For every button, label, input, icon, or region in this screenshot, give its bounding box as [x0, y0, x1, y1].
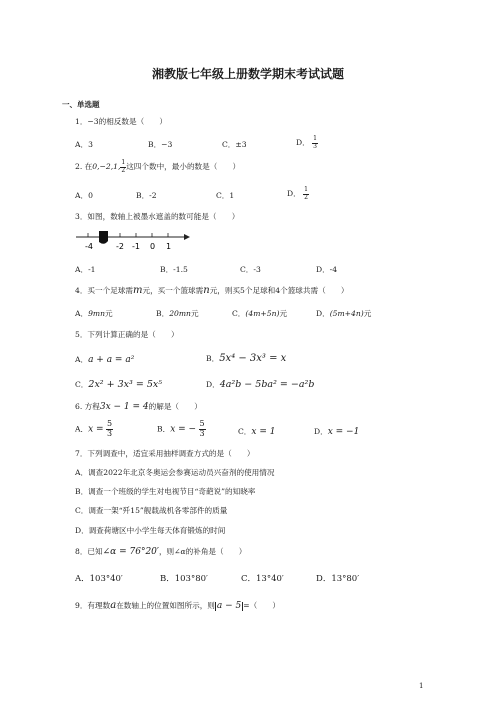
question-5-stem: 5．下列计算正确的是（ ）	[75, 330, 179, 339]
q4-a-math: 9mn	[88, 309, 106, 318]
question-4-stem	[75, 286, 348, 296]
q6-a-prefix: A．	[75, 424, 89, 434]
q6-option-a	[75, 420, 113, 439]
q4-b-suffix: 元	[190, 309, 199, 318]
q2-d-den: 2	[304, 193, 308, 201]
q4-stem-a: 4．买一个足球需	[75, 286, 133, 295]
q6-b-var: x = −	[170, 424, 197, 435]
q5-c-prefix: C．	[75, 380, 89, 389]
q8-stem-c: 的补角是（ ）	[185, 547, 247, 556]
q4-stem-b: 元，买一个篮球需	[142, 286, 204, 295]
q4-c-prefix: C．	[232, 309, 246, 318]
q4-d-prefix: D．	[316, 309, 330, 318]
q5-option-a	[75, 356, 134, 365]
ink-blot	[99, 231, 108, 244]
q9-abs-expr: a − 5	[216, 601, 242, 611]
q8-option-b: B．103°80′	[160, 574, 208, 584]
q4-option-b	[156, 310, 199, 318]
axis-label-3: 0	[150, 242, 156, 251]
q5-b-prefix: B．	[206, 354, 220, 363]
q2-stem-num: 1	[121, 159, 126, 166]
question-7-stem: 7．下列调查中，适宜采用抽样调查方式的是（ ）	[75, 449, 255, 458]
q6-b-prefix: B．	[157, 424, 171, 434]
q5-b-math: 5x⁴ − 3x³ = x	[219, 353, 287, 364]
q2-d-fraction	[303, 187, 309, 201]
q6-option-b	[157, 420, 206, 439]
q4-stem-c: 元，则买5个足球和4个篮球共需（ ）	[209, 286, 349, 295]
q3-option-b: B．-1.5	[160, 265, 188, 274]
q6-a-var: x =	[88, 424, 104, 435]
q2-option-b: B．-2	[136, 191, 157, 200]
q1-d-fraction	[312, 136, 318, 150]
q4-var-m: m	[133, 285, 143, 296]
q6-c-math: x = 1	[251, 427, 276, 437]
q5-option-b	[206, 354, 286, 364]
q5-d-prefix: D．	[206, 380, 220, 389]
q2-option-d	[287, 187, 309, 201]
q6-option-d	[314, 428, 359, 437]
q6-stem-a: 6. 方程	[75, 402, 100, 411]
q6-stem-math: 3x − 1 = 4	[99, 402, 149, 412]
q5-d-math: 4a²b − 5ba² = −a²b	[219, 379, 315, 390]
q6-a-den: 3	[106, 428, 113, 438]
q4-c-math: (4m+5n)	[245, 309, 280, 318]
q8-stem-math: ∠α = 76°20′	[102, 547, 159, 557]
question-6-stem	[75, 403, 202, 412]
number-line-figure	[74, 228, 194, 252]
q2-stem-a: 2. 在	[75, 162, 93, 172]
q1-option-c: C．±3	[222, 140, 247, 149]
q7-option-d: D．调查荷塘区中小学生每天体育锻炼的时间	[75, 526, 226, 535]
q4-option-a	[75, 310, 113, 318]
q4-d-suffix: 元	[363, 309, 372, 318]
q9-var-a: a	[110, 600, 117, 611]
q6-b-den: 3	[199, 428, 205, 438]
q2-stem-den: 2	[121, 166, 126, 174]
q7-option-c: C．调查一架“歼15”舰载战机各零部件的质量	[75, 506, 228, 515]
q9-stem-c: =（ ）	[243, 601, 281, 610]
q1-d-num: 1	[313, 135, 317, 142]
q6-option-c	[238, 428, 275, 437]
q1-d-prefix: D．	[296, 138, 310, 148]
q8-option-a: A．103°40′	[75, 574, 123, 584]
q4-option-c	[232, 310, 287, 318]
q4-var-n: n	[203, 285, 210, 296]
q8-option-d: D．13°80′	[316, 574, 360, 584]
q3-option-c: C．-3	[240, 265, 261, 274]
q3-option-d: D．-4	[316, 265, 338, 274]
axis-label-2: -1	[132, 242, 140, 251]
q8-stem-alpha: ∠α	[174, 547, 186, 556]
q8-option-c: C．13°40′	[241, 574, 284, 584]
q8-stem-b: ，则	[158, 547, 175, 556]
q7-option-b: B．调查一个班级的学生对电视节目“奇葩说”的知晓率	[75, 487, 256, 496]
q4-b-prefix: B．	[156, 309, 170, 318]
q4-c-suffix: 元	[279, 309, 288, 318]
q2-d-prefix: D．	[287, 189, 301, 199]
q6-d-math: x = −1	[327, 427, 360, 437]
axis-label-1: -2	[116, 242, 124, 251]
q3-option-a: A．-1	[75, 265, 96, 274]
question-1-stem: 1．−3的相反数是（ ）	[75, 117, 167, 126]
q5-a-math: a + a = a²	[88, 355, 135, 365]
q4-a-prefix: A．	[75, 309, 89, 318]
q6-b-fraction	[199, 420, 206, 439]
q2-option-a: A．0	[75, 191, 93, 200]
q1-option-d	[296, 136, 318, 150]
q1-option-a: A．3	[75, 140, 93, 149]
question-3-stem: 3．如图，数轴上被墨水遮盖的数可能是（ ）	[75, 212, 240, 221]
q4-a-suffix: 元	[105, 309, 113, 318]
q6-stem-b: 的解是（ ）	[148, 402, 202, 411]
q6-d-prefix: D．	[314, 427, 328, 436]
q2-option-c: C．1	[216, 191, 235, 200]
q6-a-num: 5	[106, 419, 113, 428]
q7-option-a: A．调查2022年北京冬奥运会参赛运动员兴奋剂的使用情况	[75, 468, 275, 477]
q6-a-fraction	[106, 420, 113, 439]
q5-c-math: 2x² + 3x³ = 5x⁵	[88, 379, 163, 390]
page-title: 湘教版七年级上册数学期末考试试题	[151, 67, 344, 81]
q6-c-prefix: C．	[238, 427, 252, 436]
q8-stem-a: 8．已知	[75, 547, 103, 556]
q9-stem-a: 9．有理数	[75, 601, 111, 610]
page-number: 1	[419, 682, 424, 690]
q9-stem-b: 在数轴上的位置如图所示，则	[116, 601, 215, 610]
q4-option-d	[316, 310, 371, 318]
q5-a-prefix: A．	[75, 355, 89, 364]
question-8-stem	[75, 548, 246, 557]
q4-b-math: 20mn	[169, 309, 191, 318]
axis-label-0: -4	[85, 242, 93, 251]
question-9-stem	[75, 601, 280, 611]
q4-d-math: (5m+4n)	[329, 309, 364, 318]
q2-stem-set: 0,−2,1,	[92, 162, 121, 172]
q6-b-num: 5	[199, 419, 205, 428]
q2-d-num: 1	[304, 186, 308, 193]
q1-d-den: 3	[313, 142, 317, 150]
section-heading: 一、单选题	[62, 100, 100, 109]
q2-stem-b: 这四个数中，最小的数是（ ）	[126, 162, 241, 172]
axis-label-4: 1	[166, 242, 172, 251]
q5-option-c	[75, 380, 162, 390]
q5-option-d	[206, 380, 314, 390]
question-2-stem	[75, 160, 240, 174]
number-line-arrow	[184, 234, 190, 240]
q1-option-b: B．−3	[148, 140, 173, 149]
